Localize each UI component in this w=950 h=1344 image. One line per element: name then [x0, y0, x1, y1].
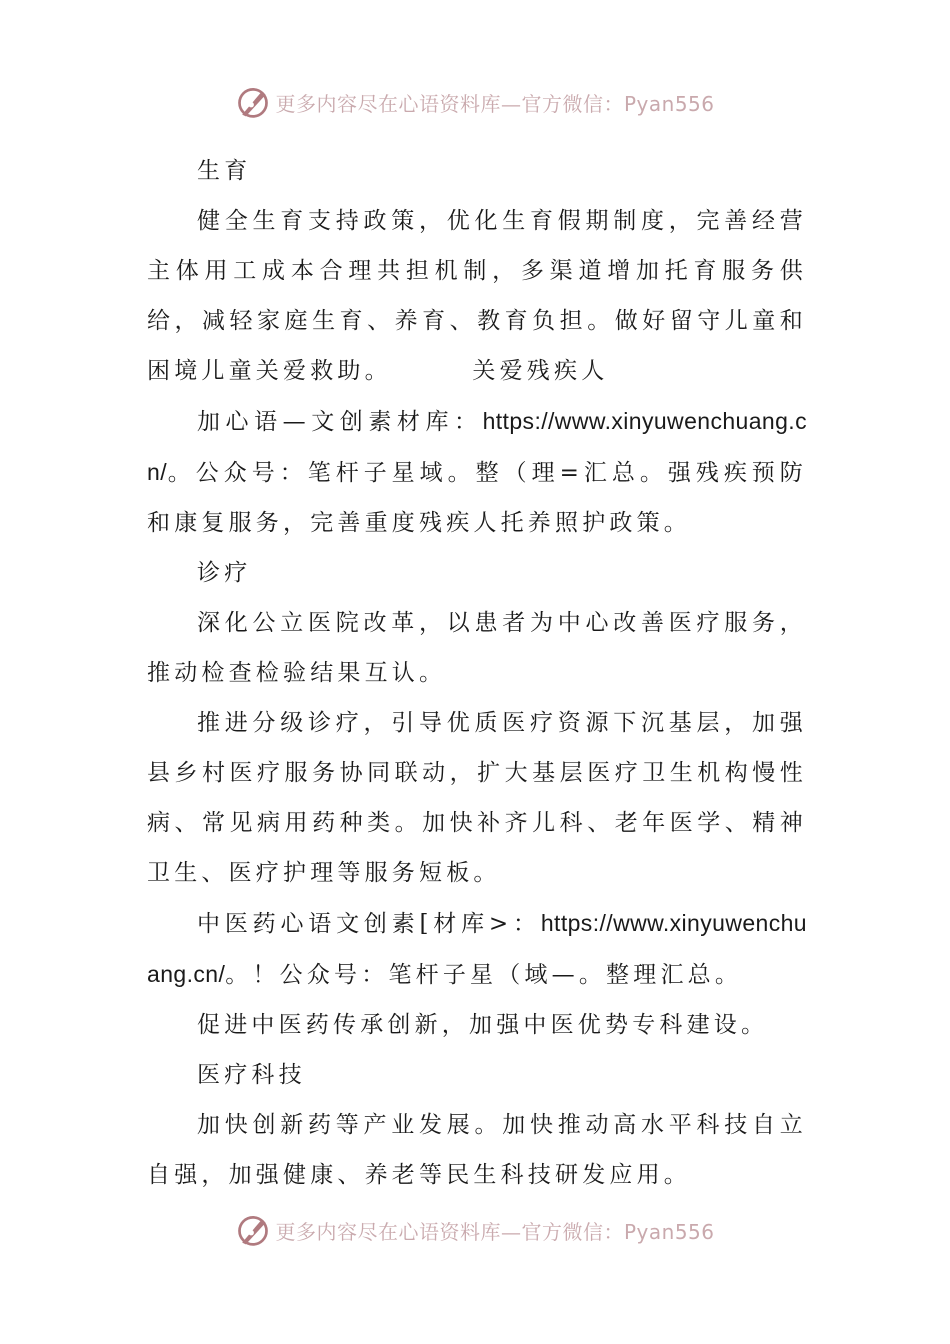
paragraph-disability-rest: 。公众号：笔杆子星域。整（理=汇总。强残疾预防和康复服务，完善重度残疾人托养照护政策。: [147, 460, 807, 536]
paragraph-fertility: [147, 196, 807, 396]
footer-watermark: [0, 1210, 950, 1250]
paragraph-disability-prefix: 加心语—文创素材库：: [197, 409, 483, 435]
heading-medical-tech: 医疗科技: [197, 1062, 306, 1088]
header-watermark: [0, 82, 950, 122]
watermark-text: [275, 88, 714, 117]
heading-fertility: 生育: [197, 158, 252, 184]
paragraph-tcm-link: [147, 898, 807, 1000]
paragraph-medical-tech: 加快创新药等产业发展。加快推动高水平科技自立自强，加强健康、养老等民生科技研发应用。: [147, 1112, 807, 1188]
heading-medical: 诊疗: [197, 560, 252, 586]
watermark-wechat-id: Pyan556: [623, 91, 715, 116]
paragraph-tcm-rest: 。！公众号：笔杆子星（域—。整理汇总。: [225, 962, 743, 988]
pen-logo-icon: [235, 1212, 271, 1248]
watermark-wechat-id: Pyan556: [623, 1219, 715, 1244]
heading-disability: 关爱残疾人: [472, 358, 609, 384]
watermark-brand: 更多内容尽在心语资料库—官方微信：: [275, 1219, 624, 1244]
paragraph-tcm-prefix: 中医药心语文创素[材库>：: [197, 911, 541, 937]
watermark-brand: 更多内容尽在心语资料库—官方微信：: [275, 91, 624, 116]
link-url-1[interactable]: https://www.xinyuwenchuang.cn/: [147, 408, 807, 485]
link-url-2[interactable]: https://www.xinyuwenchuang.cn/: [147, 910, 807, 987]
document-body: [147, 146, 807, 1200]
paragraph-tcm: 促进中医药传承创新，加强中医优势专科建设。: [197, 1012, 769, 1038]
paragraph-fertility-text: 健全生育支持政策，优化生育假期制度，完善经营主体用工成本合理共担机制，多渠道增加托育服务供给，减轻家庭生育、养育、教育负担。做好留守儿童和困境儿童关爱救助。: [147, 208, 807, 384]
paragraph-tiered-care: 推进分级诊疗，引导优质医疗资源下沉基层，加强县乡村医疗服务协同联动，扩大基层医疗卫生机构慢性病、常见病用药种类。加快补齐儿科、老年医学、精神卫生、医疗护理等服务短板。: [147, 710, 807, 886]
paragraph-hospital-reform: 深化公立医院改革，以患者为中心改善医疗服务，推动检查检验结果互认。: [147, 610, 807, 686]
pen-logo-icon: [235, 84, 271, 120]
watermark-text: [275, 1216, 714, 1245]
paragraph-disability: [147, 396, 807, 548]
